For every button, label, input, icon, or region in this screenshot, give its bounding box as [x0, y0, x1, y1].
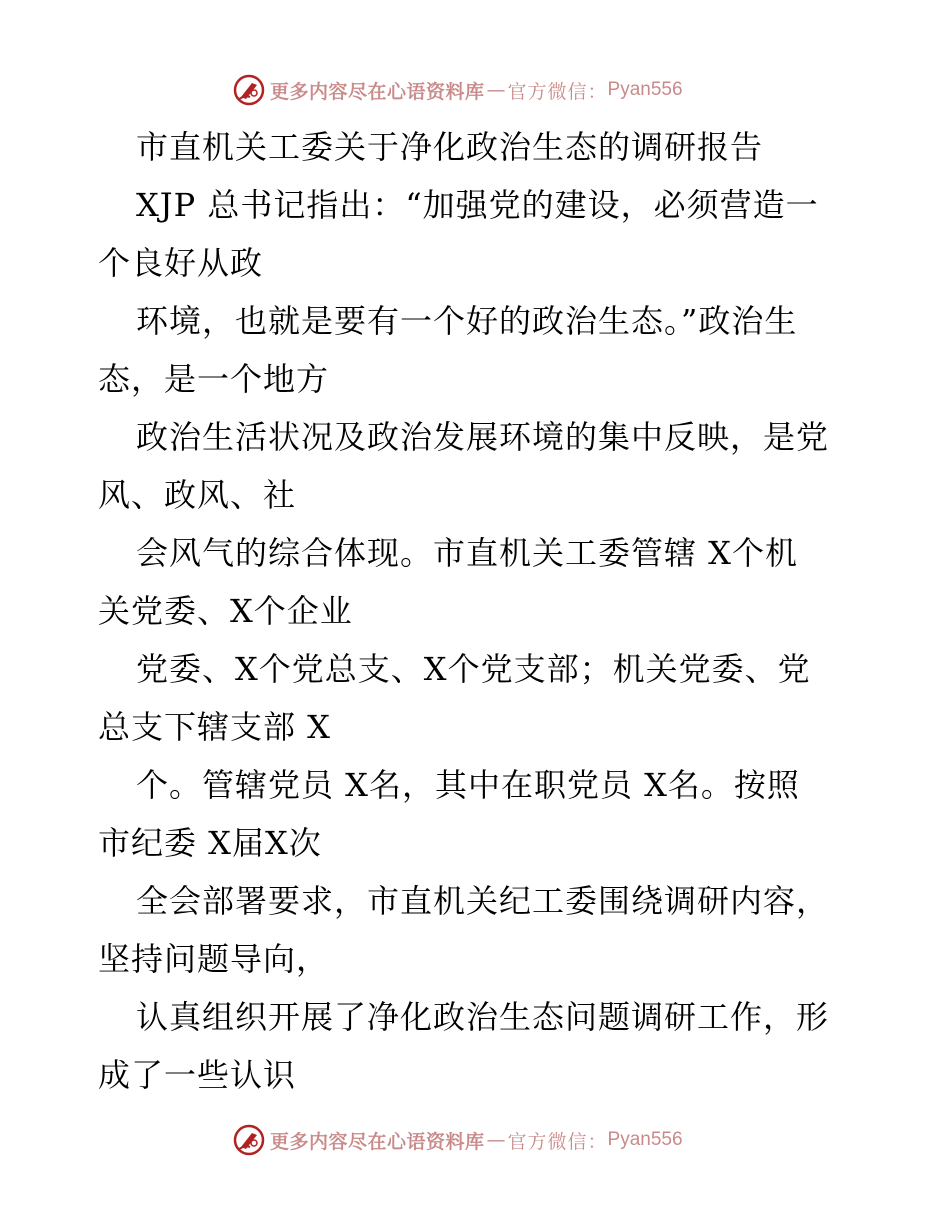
footer-dash: —	[486, 1129, 506, 1151]
paragraph-line: 会风气的综合体现。市直机关工委管辖 X个机	[136, 534, 798, 572]
footer-banner	[232, 1122, 752, 1158]
header-banner	[232, 72, 752, 108]
header-brand-text: 更多内容尽在心语资料库	[270, 80, 485, 103]
brand-logo-icon	[232, 1123, 266, 1157]
document-body	[98, 118, 858, 1104]
paragraph-line: 环境，也就是要有一个好的政治生态。”政治生	[136, 302, 798, 340]
paragraph-line: 关党委、X个企业	[98, 592, 353, 630]
paragraph-line: 个良好从政	[98, 244, 264, 282]
paragraph-line: 总支下辖支部 X	[98, 708, 331, 746]
footer-wechat-handle: Pyan556	[607, 1129, 683, 1150]
footer-wechat-label: 官方微信：	[507, 1130, 608, 1153]
paragraph-line: 全会部署要求，市直机关纪工委围绕调研内容，	[136, 882, 830, 920]
paragraph-line: XJP 总书记指出：“加强党的建设，必须营造一	[136, 186, 819, 224]
paragraph-line: 态，是一个地方	[98, 360, 330, 398]
paragraph-line: 政治生活状况及政治发展环境的集中反映，是党	[136, 418, 830, 456]
brand-logo-icon	[232, 73, 266, 107]
paragraph-line: 市纪委 X届X次	[98, 824, 322, 862]
paragraph-line: 成了一些认识	[98, 1056, 297, 1094]
paragraph-line: 个。管辖党员 X名，其中在职党员 X名。按照	[136, 766, 800, 804]
paragraph-line: 坚持问题导向，	[98, 940, 330, 978]
document-title: 市直机关工委关于净化政治生态的调研报告	[136, 128, 764, 166]
paragraph-line: 党委、X个党总支、X个党支部；机关党委、党	[136, 650, 811, 688]
paragraph-line: 认真组织开展了净化政治生态问题调研工作，形	[136, 998, 830, 1036]
paragraph-line: 风、政风、社	[98, 476, 297, 514]
header-wechat-handle: Pyan556	[607, 79, 683, 100]
header-dash: —	[486, 79, 506, 101]
header-wechat-label: 官方微信：	[507, 80, 608, 103]
footer-brand-text: 更多内容尽在心语资料库	[270, 1130, 485, 1153]
